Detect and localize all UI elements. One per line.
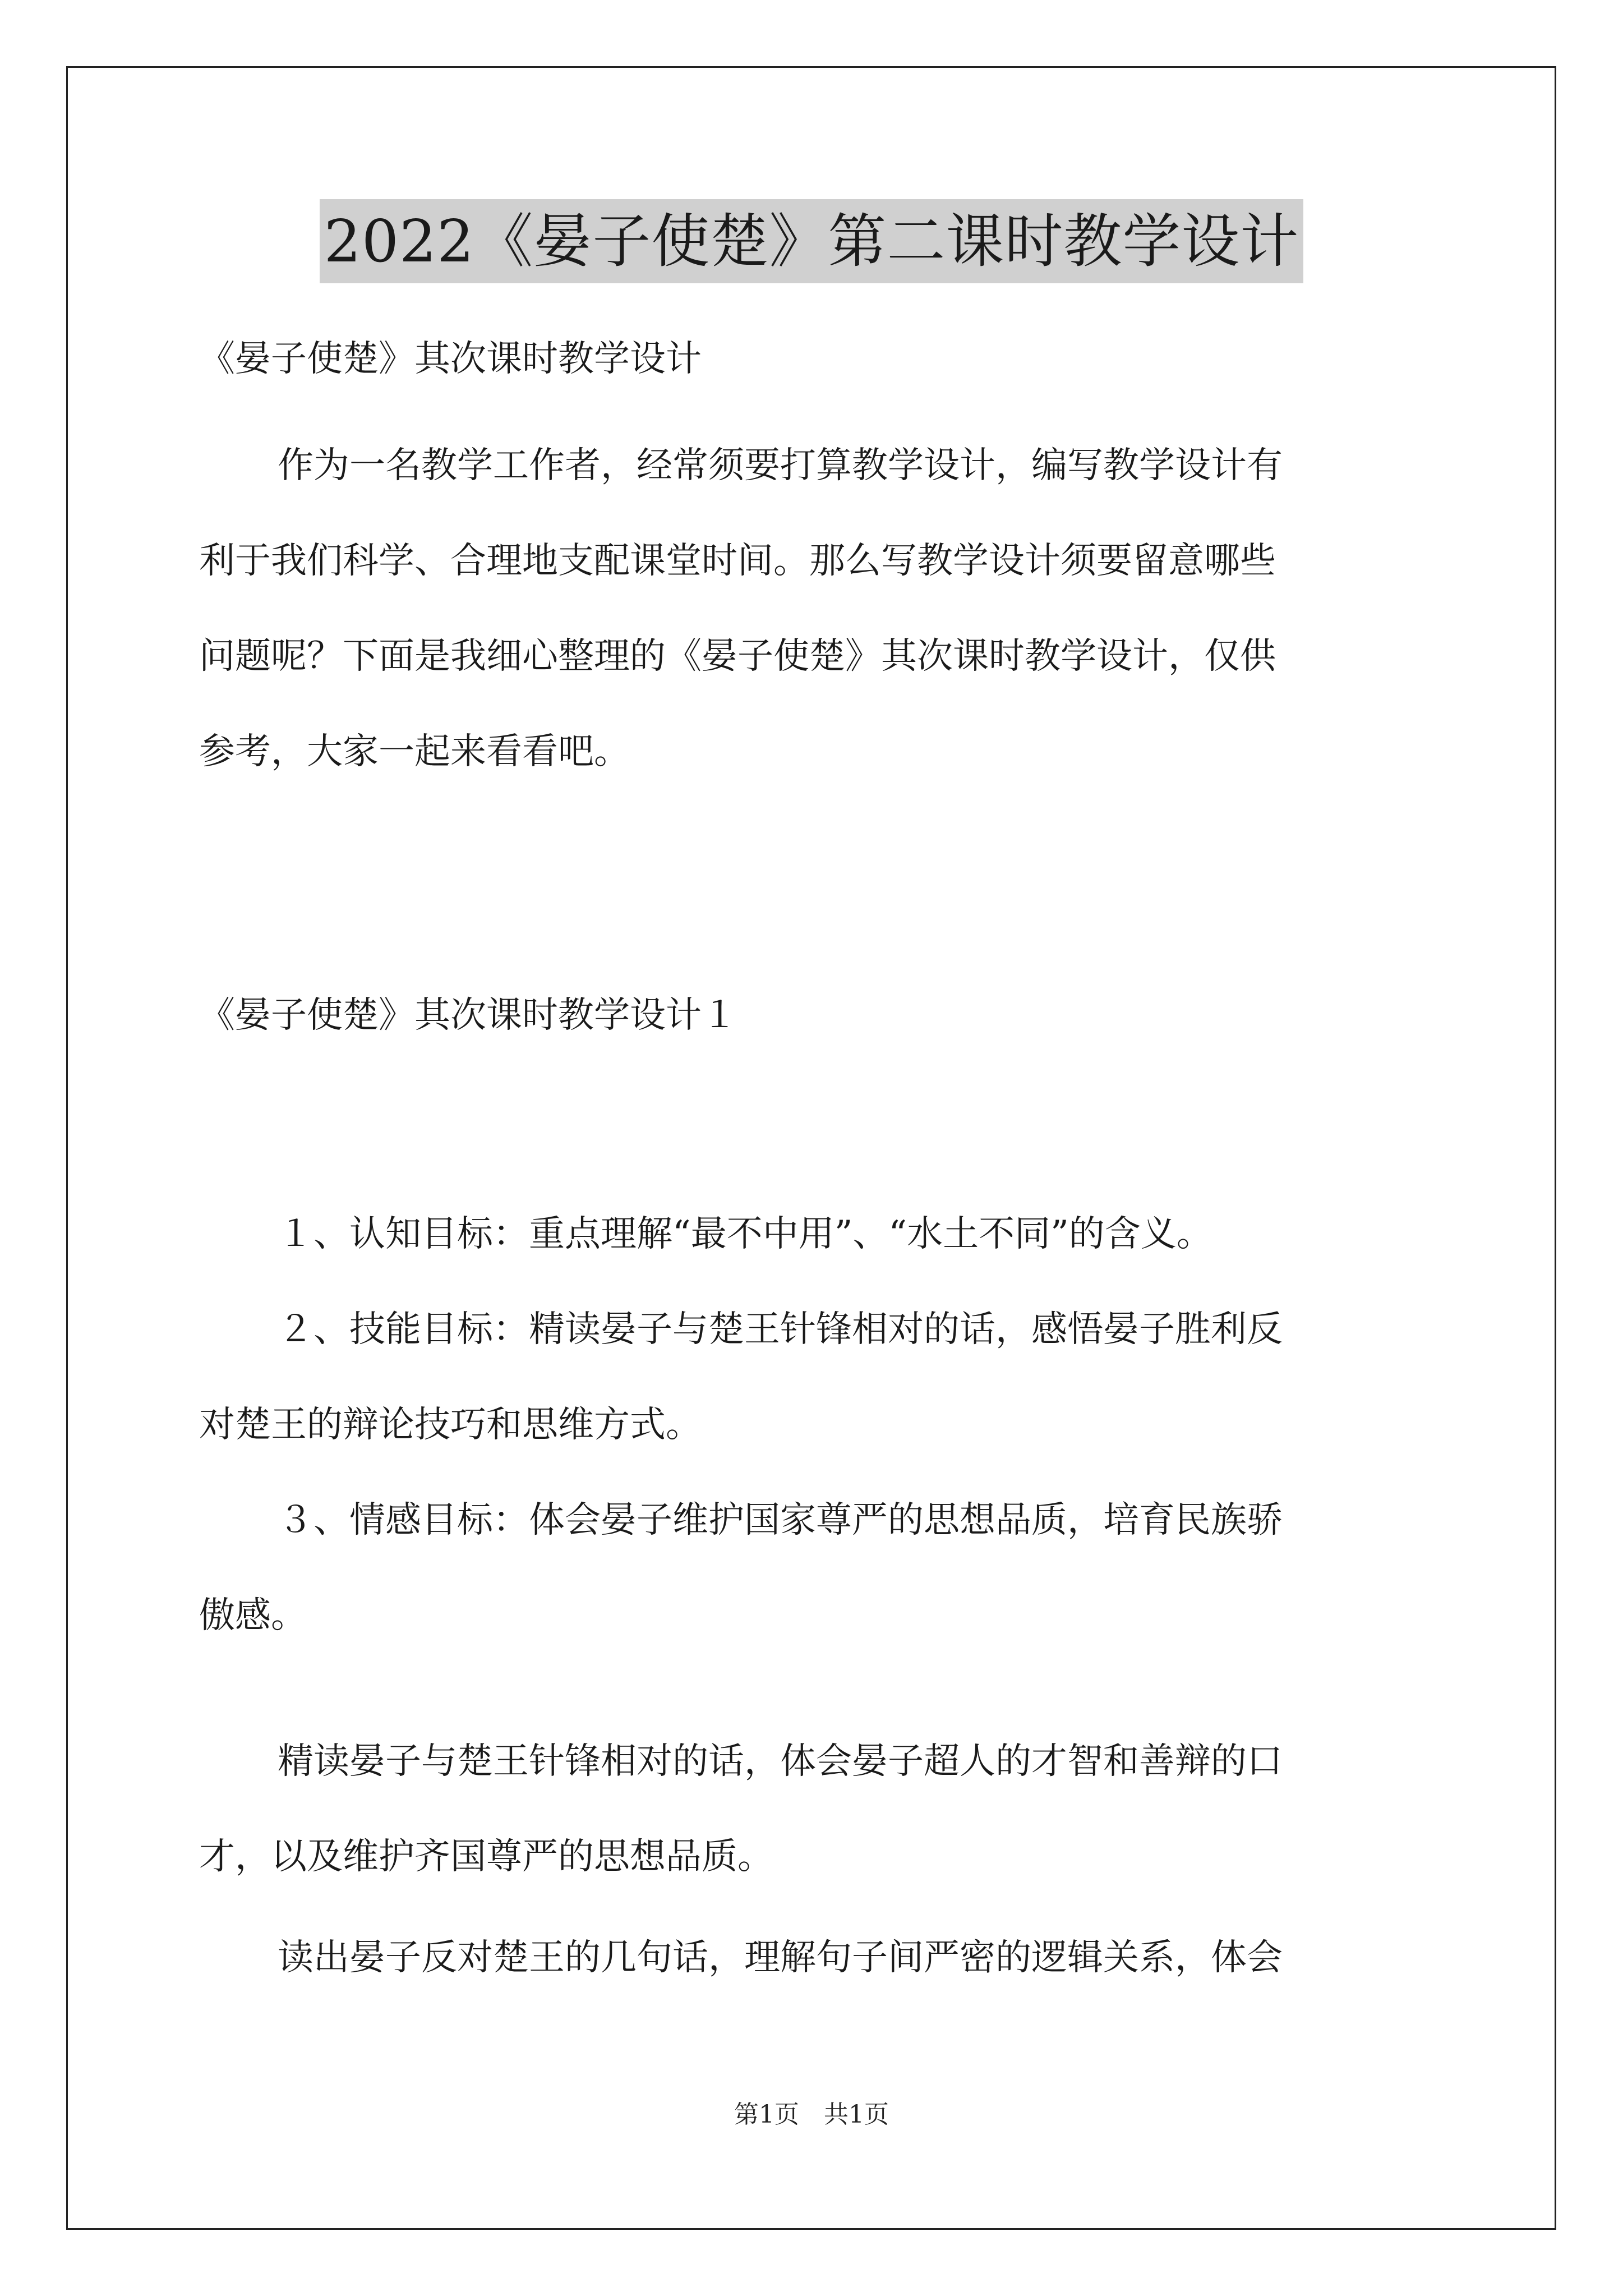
document-title: 2022《晏子使楚》第二课时教学设计 [320,199,1304,283]
difficulty-paragraph [199,1935,1422,1980]
section-heading-block [199,993,1422,1038]
goal-item-continuation: 对楚王的辩论技巧和思维方式。 [199,1404,702,1446]
paragraph-line: 精读晏子与楚王针锋相对的话，体会晏子超人的才智和善辩的口 [278,1741,1283,1782]
document-subtitle: 《晏子使楚》其次课时教学设计 [199,338,702,380]
paragraph-line: 读出晏子反对楚王的几句话，理解句子间严密的逻辑关系，体会 [278,1937,1283,1978]
paragraph-line: 作为一名教学工作者，经常须要打算教学设计，编写教学设计有 [278,445,1283,486]
goal-item-continuation: 傲感。 [199,1595,307,1636]
intro-paragraph [199,443,1422,774]
paragraph-line: 利于我们科学、合理地支配课堂时间。那么写教学设计须要留意哪些 [199,540,1276,582]
page-footer: 第1页 共1页 [734,2100,889,2129]
goal-item: １、认知目标：重点理解“最不中用”、“水土不同”的含义。 [278,1213,1212,1255]
paragraph-line: 问题呢？下面是我细心整理的《晏子使楚》其次课时教学设计，仅供 [199,636,1276,677]
page-border [66,66,1556,2230]
goals-list [199,1212,1422,1638]
goal-item: ２、技能目标：精读晏子与楚王针锋相对的话，感悟晏子胜利反 [278,1309,1283,1350]
section-heading: 《晏子使楚》其次课时教学设计１ [199,995,737,1036]
paragraph-line: 参考，大家一起来看看吧。 [199,731,630,772]
focus-paragraph [199,1739,1422,1879]
title-wrap [0,199,1623,283]
paragraph-line: 才，以及维护齐国尊严的思想品质。 [199,1836,773,1878]
subtitle-block [199,337,1422,381]
goal-item: ３、情感目标：体会晏子维护国家尊严的思想品质，培育民族骄 [278,1499,1283,1541]
